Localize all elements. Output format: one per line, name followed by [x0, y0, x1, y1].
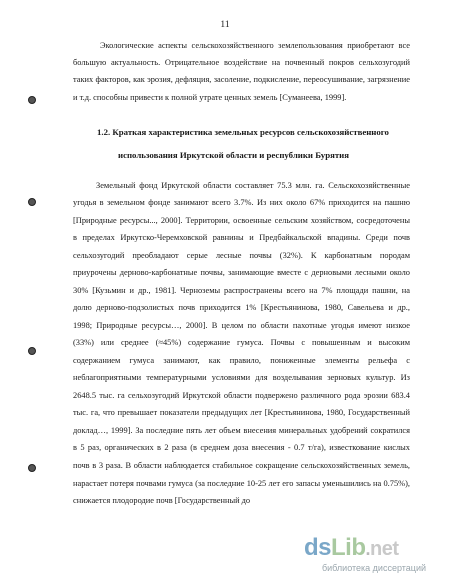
paragraph-line: снижается плодородие почв [Государственный до — [73, 496, 251, 505]
binder-hole-icon — [28, 464, 36, 472]
paragraph-line: 1998; Природные ресурсы…, 2000]. В целом по области пахотные угодья имеют низкое — [73, 321, 410, 330]
watermark-dot: . — [365, 539, 371, 559]
paragraph-line: в пределах Иркутско-Черемховской равнины и Предбайкальской впадины. Среди почв — [73, 233, 410, 242]
paragraph-line: неблагоприятными температурными условиями для возделывания зерновых культур. Из — [73, 373, 410, 382]
watermark-lib: Lib — [331, 534, 366, 561]
binder-hole-icon — [28, 96, 36, 104]
paragraph-line: приурочены дерново-карбонатные почвы, занимающие вместе с дерновыми лесными около — [73, 268, 410, 277]
binder-hole-icon — [28, 347, 36, 355]
watermark-logo-text — [304, 533, 444, 563]
watermark-logo — [304, 533, 444, 577]
paragraph-line: (33%) или среднее (≈45%) содержание гумуса. Почвы с повышенным и высоким — [73, 338, 410, 347]
paragraph-line: содержанием гумуса занимают, как правило, пониженные элементы рельефа с — [73, 356, 410, 365]
paragraph-line: [Природные ресурсы..., 2000]. Территории, освоенные сельским хозяйством, сосредоточены — [73, 216, 410, 225]
watermark-net: net — [370, 538, 399, 560]
paragraph-line: Земельный фонд Иркутской области составляет 75.3 млн. га. Сельскохозяйственные — [96, 181, 410, 190]
paragraph-line: тыс. га, что превышает показатели предыдущих лет [Крестьянинова, 1980, Государственный — [73, 408, 410, 417]
watermark-ds: ds — [304, 534, 332, 561]
paragraph-line: 30% [Кузьмин и др., 1981]. Черноземы распространены всего на 7% площади пашни, на — [73, 286, 410, 295]
paragraph-line: 2648.5 тыс. га сельхозугодий Иркутской области подвержено различного рода эрозии 683.4 — [73, 391, 410, 400]
section-heading: использования Иркутской области и республики Бурятия — [118, 150, 349, 160]
paragraph-line: большую актуальность. Отрицательное воздействие на почвенный покров сельхозугодий — [73, 58, 410, 67]
paragraph-line: почв в 3 раза. В области наблюдается стабильное сокращение сельскохозяйственных земель, — [73, 461, 410, 470]
paragraph-line: и т.д. способны привести к полной утрате ценных земель [Сyманеева, 1999]. — [73, 93, 347, 102]
watermark-tagline: библиотека диссертаций — [321, 563, 426, 573]
paragraph-line: угодья в земельном фонде занимают всего 3.7%. Из них около 67% приходится на пашню — [73, 198, 410, 207]
paragraph-line: доклад…, 1999]. За последние пять лет объем внесения минеральных удобрений сократился — [73, 426, 410, 435]
paragraph-line: таких факторов, как эрозия, дефляция, засоление, подкисление, переосушивание, загрязнение — [73, 75, 410, 84]
section-heading: 1.2. Краткая характеристика земельных ресурсов сельскохозяйственного — [97, 127, 389, 137]
binder-hole-icon — [28, 198, 36, 206]
paragraph-line: долю дерново-подзолистых почв приходится 1% [Крестьянинова, 1980, Савельева и др., — [73, 303, 410, 312]
paragraph-line: нарастает потеря почвами гумуса (за последние 10-25 лет его запасы уменьшились на 0.75%), — [73, 479, 410, 488]
paragraph-line: в 5 раз, органических в 2 раза (в среднем доза внесения - 0.7 т/га), известкование кислых — [73, 443, 410, 452]
paragraph-line: сельхозугодий преобладают серые лесные почвы (32%). К карбонатным породам — [73, 251, 410, 260]
paragraph-line: Экологические аспекты сельскохозяйственного землепользования приобретают все — [100, 41, 410, 50]
page-number: 11 — [220, 20, 230, 30]
